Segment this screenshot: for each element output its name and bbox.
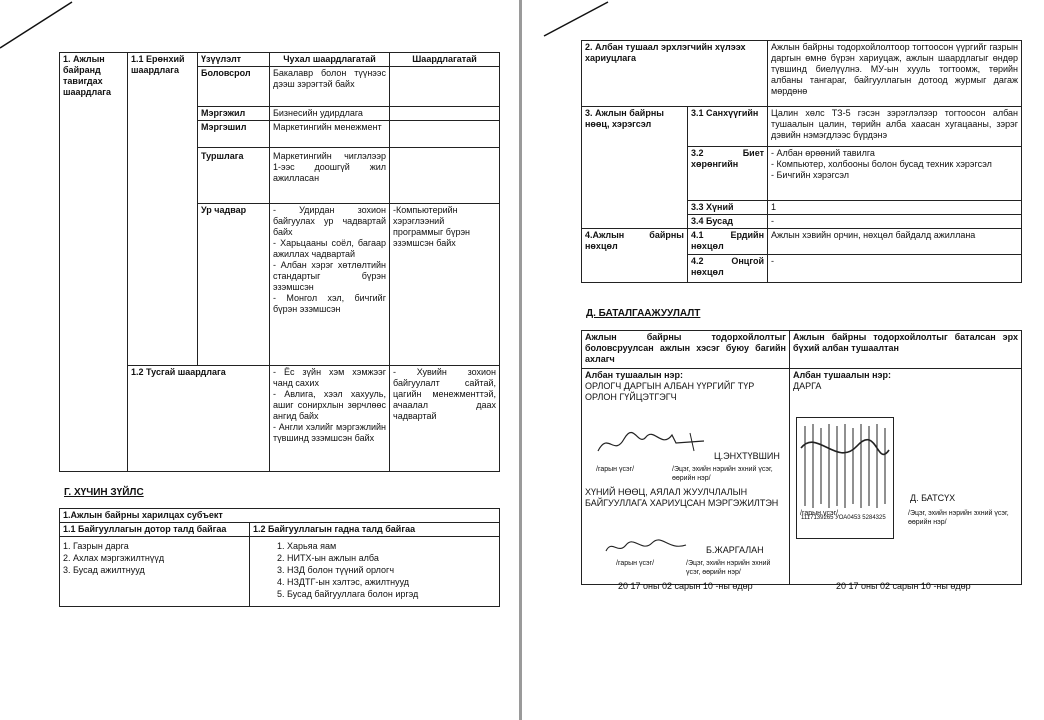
external-item: 1. Харьяа яам [287, 540, 496, 552]
external-item: 2. НИТХ-ын ажлын алба [287, 552, 496, 564]
left-position2: ХҮНИЙ НӨӨЦ, АЯЛАЛ ЖУУЛЧЛАЛЫН БАЙГУУЛЛАГА ХАРИУЦСАН МЭРГЭЖИЛТЭН [585, 487, 779, 508]
external-item: 5. Бусад байгууллага болон иргэд [287, 588, 496, 600]
material-list [768, 147, 1022, 201]
special-item: - Ёс зүйн хэм хэмжээг чанд сахих [273, 367, 386, 388]
name-caption: /Эцэг, эхийн нэрийн эхний үсэг, өөрийн нэр/ [672, 466, 773, 482]
finance-text: Цалин хөлс ТЗ-5 гэсэн зэрэглэлээр тогтоосон албан тушаалын цалин, төрийн алба хаасан хугацааны, зэрэг дэвийн нэмэгдлээс бүрдэнэ [768, 107, 1022, 147]
signature-image [602, 537, 692, 557]
normal-label: 4.1 Ердийн нөхцөл [688, 229, 768, 255]
sig-caption: /гарын үсэг/ [596, 466, 635, 473]
approval-left-cell [582, 369, 790, 591]
internal-item: 2. Ахлах мэргэжилтнүүд [63, 553, 165, 563]
left-name1: Ц.ЭНХТҮВШИН [714, 451, 780, 461]
general-req-cell: 1.1 Ерөнхий шаардлага [128, 53, 198, 366]
skill-label: Мэргэшил [198, 121, 270, 148]
special-required [270, 366, 390, 472]
signature-image [594, 429, 714, 457]
competence-item: - Монгол хэл, бичгийг бүрэн эзэмшсэн [273, 293, 386, 314]
experience-desired [390, 148, 500, 204]
competence-item: - Харьцааны соёл, багаар ажиллах чадвартай [273, 238, 386, 259]
internal-header: 1.1 Байгууллагын дотор талд байгаа [60, 523, 250, 537]
special-item: - Авлига, хээл хахууль, ашиг сонирхлын зөрчлөөс ангид байх [273, 389, 386, 421]
col-header-critical: Чухал шаардлагатай [270, 53, 390, 67]
name-caption: /Эцэг, эхийн нэрийн эхний үсэг, өөрийн нэр/ [908, 510, 1009, 526]
competence-required [270, 204, 390, 366]
left-date: 20 17 оны 02 сарын 10 -ны өдөр [618, 581, 753, 591]
human-label: 3.3 Хүний [688, 201, 768, 215]
experience-required: Маркетингийн чиглэлээр 1-ээс доошгүй жил ажилласан [270, 148, 390, 204]
left-position: ОРЛОГЧ ДАРГЫН АЛБАН ҮҮРГИЙГ ТҮР ОРЛОН ГҮЙЦЭТГЭГЧ [585, 381, 755, 402]
responsibility-text: Ажлын байрны тодорхойлолтоор тогтоосон үүргийг газрын даргын өмнө бүрэн хариуцаж, ажлын шаардлагыг өндөр түвшинд биелүүлнэ. МУ-ын хууль тогтоомж, төрийн албаны тангараг, байгууллагын дотоод журмыг дагаж мөрдөнө [768, 41, 1022, 107]
skill-required: Маркетингийн менежмент [270, 121, 390, 148]
external-item: 3. НЗД болон түүний орлогч [287, 564, 496, 576]
name-caption: /Эцэг, эхийн нэрийн эхний үсэг, өөрийн нэр/ [686, 560, 771, 576]
competence-desired: -Компьютерийн хэрэглээний программыг бүрэн эзэмшсэн байх [390, 204, 500, 366]
section-d-title: Д. БАТАЛГААЖУУЛАЛТ [586, 308, 701, 319]
competence-label: Ур чадвар [198, 204, 270, 366]
sig-caption: /гарын үсэг/ [616, 560, 655, 567]
human-value: 1 [768, 201, 1022, 215]
left-name2: Б.ЖАРГАЛАН [706, 545, 764, 555]
right-date: 20 17 оны 02 сарын 10 -ны өдөр [836, 581, 971, 591]
material-item: - Компьютер, холбооны болон бусад техник хэрэгсэл [771, 159, 992, 169]
other-value: - [768, 215, 1022, 229]
material-item: - Бичгийн хэрэгсэл [771, 170, 849, 180]
experience-label: Туршлага [198, 148, 270, 204]
special-item: - Англи хэлийг мэргэжлийн түвшинд эзэмшсэн байх [273, 422, 386, 443]
profession-desired [390, 107, 500, 121]
competence-item: - Албан хэрэг хөтлөлтийн стандартыг бүрэн эзэмшсэн [273, 260, 386, 292]
internal-list [60, 537, 250, 607]
approval-left-header: Ажлын байрны тодорхойлолтыг боловсруулсан ажлын хэсэг буюу багийн ахлагч [582, 331, 790, 369]
relations-title: 1.Ажлын байрны харилцах субъект [60, 509, 500, 523]
profession-label: Мэргэжил [198, 107, 270, 121]
left-page [0, 0, 518, 720]
profession-required: Бизнесийн удирдлага [270, 107, 390, 121]
col-header-required: Шаардлагатай [390, 53, 500, 67]
position-label: Албан тушаалын нэр: [793, 370, 891, 380]
corner-mark [542, 0, 612, 40]
stamp-pattern [797, 418, 891, 514]
education-desired [390, 67, 500, 107]
requirements-table [59, 52, 500, 472]
approval-table [581, 330, 1022, 591]
approval-right-header: Ажлын байрны тодорхойлолтыг баталсан эрх бүхий албан тушаалтан [790, 331, 1022, 369]
material-label: 3.2 Биет хөрөнгийн [688, 147, 768, 201]
right-page [522, 0, 1044, 720]
position-label: Албан тушаалын нэр: [585, 370, 683, 380]
special-cond-label: 4.2 Онцгой нөхцөл [688, 255, 768, 283]
special-req-cell: 1.2 Тусгай шаардлага [128, 366, 270, 472]
sig-caption: /гарын үсэг/ [800, 510, 839, 517]
normal-text: Ажлын хэвийн орчин, нөхцөл байдалд ажиллана [768, 229, 1022, 255]
special-cond-text: - [768, 255, 1022, 283]
corner-mark [0, 0, 80, 50]
internal-item: 3. Бусад ажилтнууд [63, 565, 145, 575]
resources-label: 3. Ажлын байрны нөөц, хэрэгсэл [582, 107, 688, 229]
right-name: Д. БАТСҮХ [910, 493, 956, 503]
relations-table [59, 508, 500, 607]
official-stamp [796, 417, 894, 539]
external-item: 4. НЗДТГ-ын хэлтэс, ажилтнууд [287, 576, 496, 588]
responsibility-label: 2. Албан тушаал эрхлэгчийн хүлээх хариуцлага [582, 41, 768, 107]
external-header: 1.2 Байгууллагын гадна талд байгаа [250, 523, 500, 537]
section1-cell: 1. Ажлын байранд тавигдах шаардлага [60, 53, 128, 472]
approval-right-cell [790, 369, 1022, 591]
section-g-title: Г. ХҮЧИН ЗҮЙЛС [64, 487, 144, 498]
stamp-text: 1117139265 УОА0453 5284325 [801, 515, 886, 521]
conditions-label: 4.Ажлын байрны нөхцөл [582, 229, 688, 283]
other-label: 3.4 Бусад [688, 215, 768, 229]
responsibility-table [581, 40, 1022, 283]
col-header-indicator: Үзүүлэлт [198, 53, 270, 67]
competence-item: - Удирдан зохион байгуулах ур чадвартай байх [273, 205, 386, 237]
special-desired: - Хувийн зохион байгуулалт сайтай, цагийн менежменттэй, ачаалал даах чадвартай [390, 366, 500, 472]
material-item: - Албан өрөөний тавилга [771, 148, 875, 158]
external-list [250, 537, 500, 607]
education-required: Бакалавр болон түүнээс дээш зэрэгтэй байх [270, 67, 390, 107]
skill-desired [390, 121, 500, 148]
internal-item: 1. Газрын дарга [63, 541, 129, 551]
finance-label: 3.1 Санхүүгийн [688, 107, 768, 147]
right-position: ДАРГА [793, 381, 822, 391]
education-label: Боловсрол [198, 67, 270, 107]
